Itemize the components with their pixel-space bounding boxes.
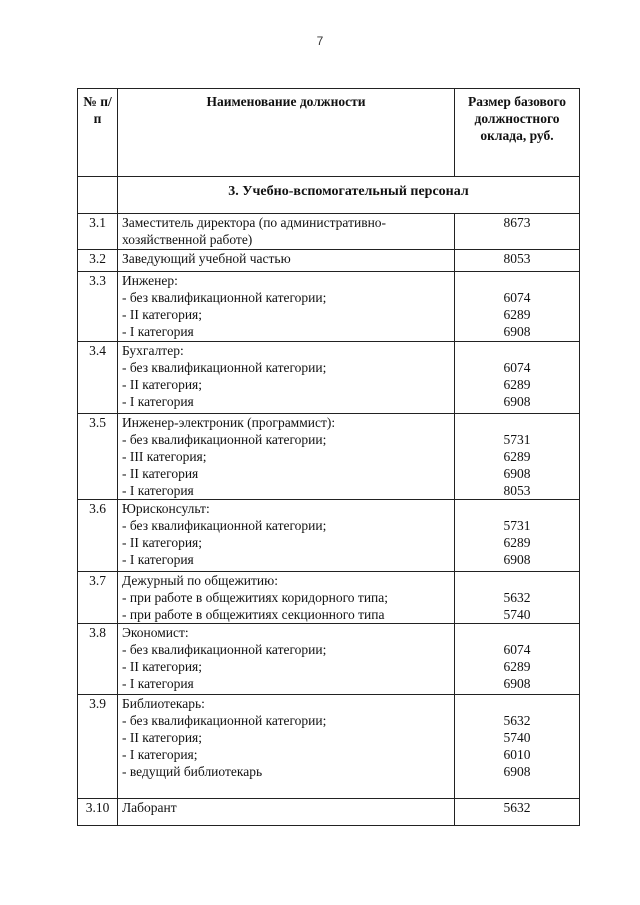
position-name-line: - I категория — [122, 676, 194, 691]
header-position-name: Наименование должности — [118, 89, 455, 177]
salary-value — [459, 695, 575, 712]
salary-value — [459, 500, 575, 517]
row-number: 3.10 — [78, 799, 118, 826]
position-name-line: Лаборант — [122, 800, 177, 815]
salary-value-cell — [455, 572, 580, 624]
salary-value-cell — [455, 799, 580, 826]
position-name-line: - I категория — [122, 552, 194, 567]
position-name-line: - при работе в общежитиях коридорного типа; — [122, 590, 389, 605]
table-row — [78, 572, 580, 624]
salary-value-cell — [455, 272, 580, 342]
salary-value-cell — [455, 414, 580, 500]
position-name-line: Юрисконсульт: — [122, 501, 210, 516]
position-name-cell — [118, 250, 455, 272]
position-name-line: - без квалификационной категории; — [122, 432, 327, 447]
position-name-cell — [118, 624, 455, 695]
table-header-row — [78, 89, 580, 177]
salary-value: 6289 — [503, 449, 531, 464]
salary-value: 5731 — [503, 432, 531, 447]
position-name-line: - I категория; — [122, 747, 198, 762]
position-name-line: Инженер-электроник (программист): — [122, 415, 336, 430]
salary-value: 6074 — [503, 360, 531, 375]
salary-value — [459, 231, 575, 248]
position-name-line: Экономист: — [122, 625, 189, 640]
position-name-line: - II категория; — [122, 377, 203, 392]
table-row — [78, 799, 580, 826]
position-name-line: - ведущий библиотекарь — [122, 764, 263, 779]
row-number: 3.9 — [78, 695, 118, 799]
salary-value-cell — [455, 695, 580, 799]
position-name-line: - II категория; — [122, 659, 203, 674]
position-name-line: - III категория; — [122, 449, 207, 464]
header-salary-size: Размер базового должностного оклада, руб. — [455, 89, 580, 177]
position-name-line: - II категория; — [122, 535, 203, 550]
table-row — [78, 342, 580, 414]
row-number: 3.1 — [78, 214, 118, 250]
position-name-line: Заместитель директора (по административно- — [122, 215, 387, 230]
position-name-line: - при работе в общежитиях секционного типа — [122, 607, 385, 622]
salary-value: 6908 — [503, 394, 531, 409]
salary-value: 8053 — [503, 251, 531, 266]
salary-value: 6289 — [503, 377, 531, 392]
position-name-cell — [118, 414, 455, 500]
section-row — [78, 177, 580, 214]
position-name-cell — [118, 799, 455, 826]
table-row — [78, 414, 580, 500]
position-name-line: Бухгалтер: — [122, 343, 184, 358]
salary-value: 6908 — [503, 552, 531, 567]
salary-table — [77, 88, 580, 826]
row-number: 3.3 — [78, 272, 118, 342]
salary-value: 6908 — [503, 324, 531, 339]
position-name-line: - без квалификационной категории; — [122, 290, 327, 305]
position-name-line: - I категория — [122, 324, 194, 339]
salary-value: 5731 — [503, 518, 531, 533]
position-name-line: - без квалификационной категории; — [122, 642, 327, 657]
salary-value — [459, 272, 575, 289]
position-name-cell — [118, 572, 455, 624]
salary-value: 5740 — [503, 607, 531, 622]
salary-value: 6289 — [503, 307, 531, 322]
position-name-line: - без квалификационной категории; — [122, 360, 327, 375]
row-number: 3.2 — [78, 250, 118, 272]
row-number: 3.7 — [78, 572, 118, 624]
salary-value: 8673 — [503, 215, 531, 230]
salary-value: 5740 — [503, 730, 531, 745]
header-num: № п/п — [78, 89, 118, 177]
page-number: 7 — [316, 34, 324, 48]
position-name-line: - II категория — [122, 466, 199, 481]
position-name-line: - II категория; — [122, 307, 203, 322]
table-row — [78, 250, 580, 272]
salary-value-cell — [455, 250, 580, 272]
position-name-line: - II категория; — [122, 730, 203, 745]
position-name-line: Заведующий учебной частью — [122, 251, 291, 266]
salary-value-cell — [455, 500, 580, 572]
salary-value: 6908 — [503, 466, 531, 481]
position-name-line: Дежурный по общежитию: — [122, 573, 278, 588]
section-num-cell — [78, 177, 118, 214]
salary-value: 6908 — [503, 676, 531, 691]
position-name-cell — [118, 214, 455, 250]
salary-value-cell — [455, 624, 580, 695]
position-name-line: хозяйственной работе) — [122, 232, 253, 247]
salary-value: 6010 — [503, 747, 531, 762]
table-row — [78, 624, 580, 695]
salary-value: 6074 — [503, 642, 531, 657]
row-number: 3.5 — [78, 414, 118, 500]
row-number: 3.6 — [78, 500, 118, 572]
salary-value — [459, 624, 575, 641]
salary-value-cell — [455, 214, 580, 250]
position-name-line: - I категория — [122, 483, 194, 498]
position-name-line: Библиотекарь: — [122, 696, 205, 711]
salary-value — [459, 572, 575, 589]
position-name-cell — [118, 500, 455, 572]
salary-value: 5632 — [503, 800, 531, 815]
section-title: 3. Учебно-вспомогательный персонал — [118, 177, 580, 214]
position-name-cell — [118, 695, 455, 799]
salary-value: 6289 — [503, 659, 531, 674]
position-name-cell — [118, 272, 455, 342]
position-name-line: - без квалификационной категории; — [122, 518, 327, 533]
table-row — [78, 214, 580, 250]
salary-value: 8053 — [503, 483, 531, 498]
position-name-cell — [118, 342, 455, 414]
table-row — [78, 500, 580, 572]
salary-value: 6289 — [503, 535, 531, 550]
position-name-line: Инженер: — [122, 273, 178, 288]
salary-value — [459, 342, 575, 359]
salary-value: 5632 — [503, 713, 531, 728]
row-number: 3.4 — [78, 342, 118, 414]
salary-value-cell — [455, 342, 580, 414]
salary-value: 5632 — [503, 590, 531, 605]
salary-value: 6908 — [503, 764, 531, 779]
table-row — [78, 695, 580, 799]
table-row — [78, 272, 580, 342]
position-name-line: - без квалификационной категории; — [122, 713, 327, 728]
row-number: 3.8 — [78, 624, 118, 695]
position-name-line: - I категория — [122, 394, 194, 409]
salary-value: 6074 — [503, 290, 531, 305]
salary-value — [459, 414, 575, 431]
